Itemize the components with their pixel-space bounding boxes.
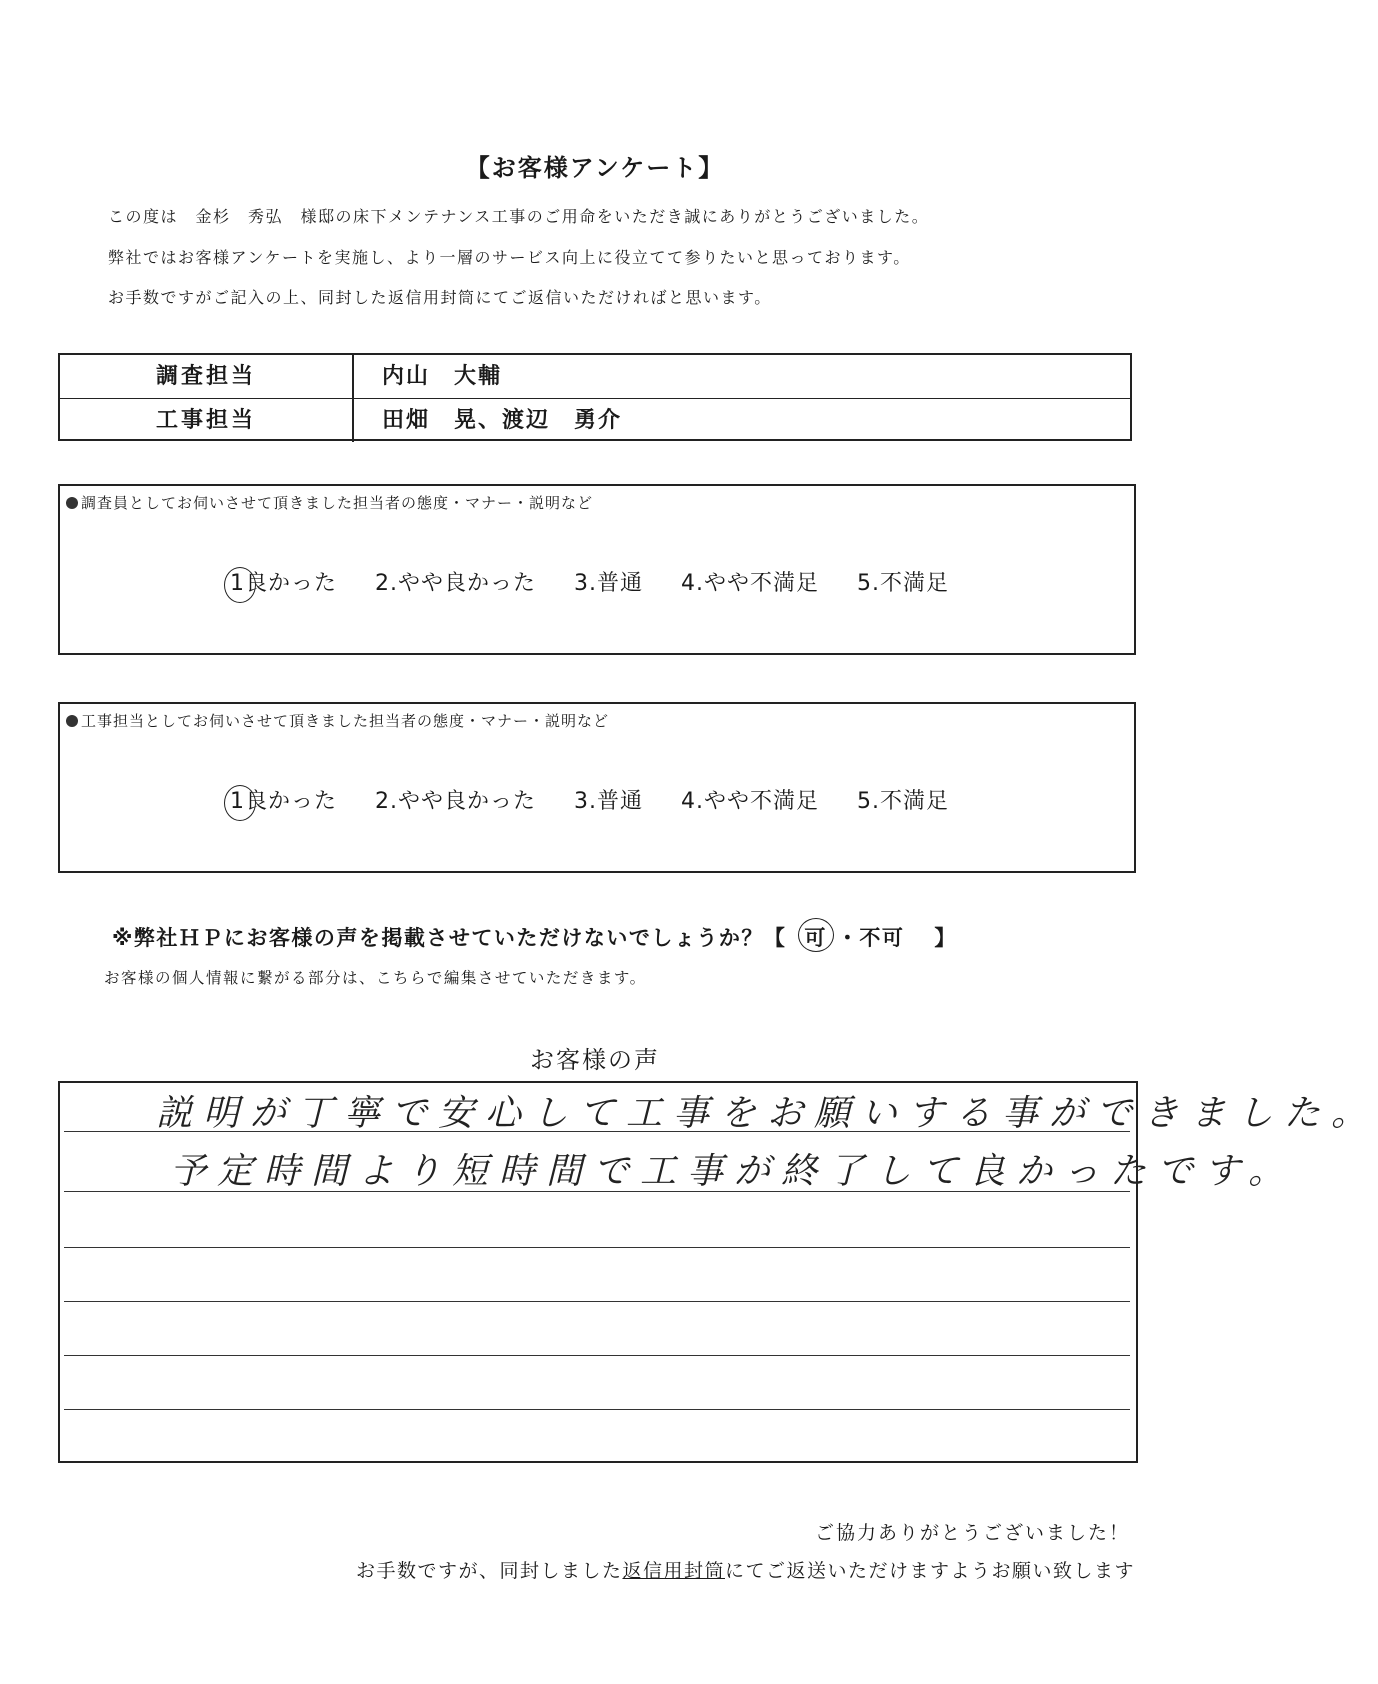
- handwritten-line-2: 予定時間より短時間で工事が終了して良かったです。: [170, 1151, 1296, 1192]
- handwritten-line-1: 説明が丁寧で安心して工事をお願いする事ができました。: [156, 1093, 1378, 1134]
- survey-title: 【お客様アンケート】: [465, 154, 725, 182]
- ruled-line: [64, 1409, 1130, 1410]
- bullet-icon: [66, 715, 78, 727]
- hp-privacy-note: お客様の個人情報に繋がる部分は、こちらで編集させていただきます。: [104, 969, 647, 987]
- rating-option-5[interactable]: 5.不満足: [857, 571, 950, 596]
- intro-line-2: 弊社ではお客様アンケートを実施し、より一層のサービス向上に役立てて参りたいと思っております。: [108, 248, 911, 267]
- question-label: [66, 492, 593, 513]
- selected-circle-icon: [798, 918, 834, 952]
- ruled-line: [64, 1301, 1130, 1302]
- bullet-icon: [66, 497, 78, 509]
- rating-option-4[interactable]: 4.やや不満足: [681, 789, 820, 814]
- hp-question-text: ※弊社ＨＰにお客様の声を掲載させていただけないでしょうか？【: [112, 926, 787, 950]
- intro-line-1: この度は 金杉 秀弘 様邸の床下メンテナンス工事のご用命をいただき誠にありがとうございました。: [108, 207, 930, 226]
- work-staff-label: 工事担当: [60, 399, 354, 442]
- work-staff-row: [60, 398, 1130, 442]
- question-text: 調査員としてお伺いさせて頂きました担当者の態度・マナー・説明など: [81, 494, 594, 512]
- rating-option-1[interactable]: 1良かった: [230, 571, 337, 596]
- hp-bracket-close: 】: [934, 926, 957, 950]
- survey-staff-row: [60, 355, 1130, 398]
- selected-circle-icon: [224, 785, 256, 821]
- hp-choice-yes[interactable]: 可: [804, 922, 827, 952]
- rating-option-2[interactable]: 2.やや良かった: [375, 789, 537, 814]
- intro-line-3: お手数ですがご記入の上、同封した返信用封筒にてご返信いただければと思います。: [108, 288, 772, 307]
- ruled-line: [64, 1247, 1130, 1248]
- work-staff-value: 田畑 晃、渡辺 勇介: [382, 408, 623, 433]
- rating-option-3[interactable]: 3.普通: [574, 789, 644, 814]
- hp-separator: ・: [836, 926, 860, 950]
- survey-staff-value: 内山 大輔: [382, 364, 503, 389]
- question-box-worker: [58, 702, 1136, 873]
- thanks-text: ご協力ありがとうございました！: [814, 1522, 1130, 1544]
- rating-option-1[interactable]: 1良かった: [230, 789, 337, 814]
- survey-staff-label: 調査担当: [60, 355, 354, 398]
- ruled-line: [64, 1355, 1130, 1356]
- hp-choice-no[interactable]: 不可: [859, 926, 905, 950]
- question-label: [66, 710, 609, 731]
- voice-title: お客様の声: [530, 1046, 660, 1074]
- rating-option-3[interactable]: 3.普通: [574, 571, 644, 596]
- rating-option-2[interactable]: 2.やや良かった: [375, 571, 537, 596]
- question-box-surveyor: [58, 484, 1136, 655]
- closing-text: お手数ですが、同封しました返信用封筒にてご返送いただけますようお願い致します: [355, 1560, 1135, 1582]
- return-envelope-text: 返信用封筒: [622, 1560, 725, 1582]
- selected-circle-icon: [224, 567, 256, 603]
- staff-table: [58, 353, 1132, 441]
- rating-option-5[interactable]: 5.不満足: [857, 789, 950, 814]
- question-text: 工事担当としてお伺いさせて頂きました担当者の態度・マナー・説明など: [81, 712, 610, 730]
- rating-options: [230, 784, 979, 815]
- rating-option-4[interactable]: 4.やや不満足: [681, 571, 820, 596]
- hp-permission-question: [112, 922, 957, 952]
- voice-box[interactable]: [58, 1081, 1378, 1463]
- rating-options: [230, 566, 979, 597]
